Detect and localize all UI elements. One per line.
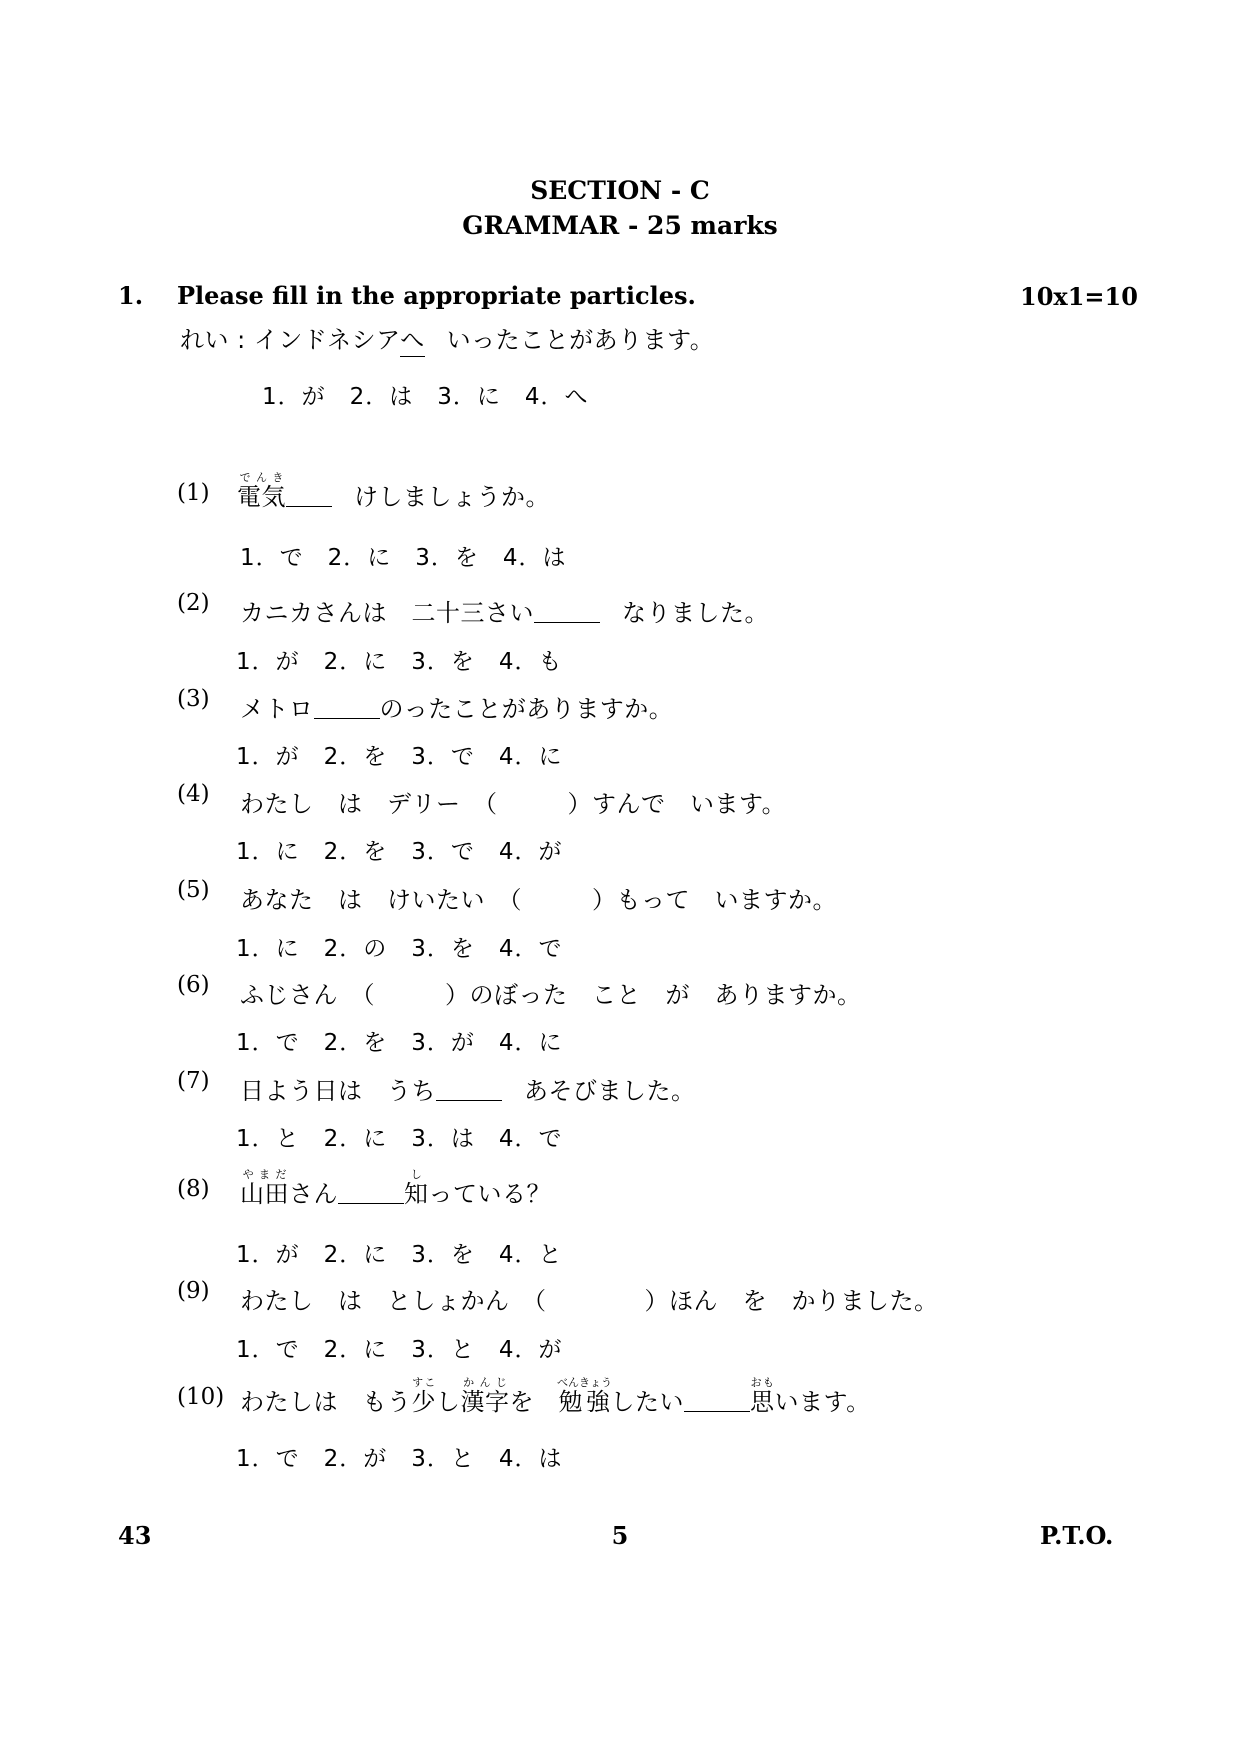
answer-blank[interactable] <box>684 1389 750 1412</box>
example-options <box>262 378 589 411</box>
item-sentence: あなた は けいたい （ ）もって いますか。 <box>240 886 837 914</box>
item-sentence: メトロ のったことがありますか。 <box>240 695 674 723</box>
option: 1．で <box>236 1337 300 1363</box>
option: 1．で <box>236 1030 300 1056</box>
item-options <box>236 738 563 771</box>
page-number: 5 <box>611 1521 629 1550</box>
option: 1．で <box>236 1446 300 1472</box>
option: 1．と <box>236 1126 300 1152</box>
option: 1．が <box>236 1242 300 1268</box>
item-sentence: 山田やまださん 知しっている？ <box>240 1168 551 1208</box>
item-number: (7) <box>177 1068 210 1094</box>
footer-pto: P.T.O. <box>1040 1521 1114 1550</box>
option: 3．で <box>411 744 475 770</box>
option: 2．に <box>323 649 388 675</box>
option: 1．に <box>236 936 300 962</box>
option: 1．が <box>262 384 326 410</box>
option: 2．が <box>323 1446 388 1472</box>
option: 2．に <box>323 1337 388 1363</box>
option: 3．で <box>411 839 475 865</box>
item-kanji: 少すこ <box>411 1376 436 1416</box>
section-title: SECTION - C <box>530 176 710 205</box>
item-number: (8) <box>177 1176 210 1202</box>
item-number: (2) <box>177 590 210 616</box>
answer-blank[interactable] <box>436 1078 502 1101</box>
item-options <box>236 930 563 963</box>
answer-blank[interactable] <box>534 600 600 623</box>
item-options <box>236 1440 563 1473</box>
item-number: (6) <box>177 972 210 998</box>
item-kanji: 電気でんき <box>237 471 286 511</box>
option: 4．に <box>498 1030 563 1056</box>
option: 4．で <box>498 1126 563 1152</box>
option: 3．は <box>411 1126 475 1152</box>
item-number: (9) <box>177 1278 210 1304</box>
option: 1．で <box>240 545 304 571</box>
option: 2．に <box>323 1242 388 1268</box>
option: 4．で <box>498 936 563 962</box>
item-kanji: 漢字かんじ <box>460 1376 510 1416</box>
option: 1．に <box>236 839 300 865</box>
item-options <box>236 1236 563 1269</box>
option: 3．が <box>411 1030 475 1056</box>
option: 2．を <box>323 744 388 770</box>
option: 1．が <box>236 649 300 675</box>
item-number: (10) <box>177 1384 225 1410</box>
item-options <box>236 1331 563 1364</box>
item-number: (3) <box>177 686 210 712</box>
question-number: 1. <box>118 281 144 310</box>
marks-label: 10x1=10 <box>1020 282 1138 311</box>
item-sentence: 日よう日は うち あそびました。 <box>240 1077 696 1105</box>
item-kanji: 知し <box>404 1168 429 1208</box>
item-sentence: わたし は デリー （ ）すんで います。 <box>240 790 787 818</box>
item-kanji: 山田やまだ <box>240 1168 289 1208</box>
option: 2．の <box>323 936 388 962</box>
option: 3．に <box>437 384 501 410</box>
answer-blank[interactable] <box>338 1181 404 1204</box>
option: 2．に <box>323 1126 388 1152</box>
option: 4．に <box>498 744 563 770</box>
example-label: れい : インドネシア <box>180 326 401 354</box>
item-kanji: 思おも <box>750 1376 775 1416</box>
option: 4．は <box>502 545 567 571</box>
item-options <box>236 833 563 866</box>
option: 3．と <box>411 1337 475 1363</box>
option: 2．を <box>323 839 388 865</box>
item-number: (1) <box>177 480 210 506</box>
item-options <box>240 539 567 572</box>
item-sentence: わたしは もう少すこし漢字かんじを 勉強べんきょうしたい 思おもいます。 <box>240 1376 871 1416</box>
option: 3．を <box>415 545 479 571</box>
option: 2．は <box>349 384 414 410</box>
question-instruction: Please fill in the appropriate particles. <box>177 281 696 310</box>
item-number: (4) <box>177 781 210 807</box>
option: 4．が <box>498 839 563 865</box>
answer-blank[interactable] <box>286 484 332 507</box>
footer-code: 43 <box>118 1521 152 1550</box>
option: 3．と <box>411 1446 475 1472</box>
option: 2．を <box>323 1030 388 1056</box>
item-options <box>236 1120 563 1153</box>
example-answer: へ <box>400 326 425 357</box>
option: 3．を <box>411 649 475 675</box>
option: 4．が <box>498 1337 563 1363</box>
option: 3．を <box>411 936 475 962</box>
item-sentence: わたし は としょかん （ ）ほん を かりました。 <box>240 1287 939 1315</box>
answer-blank[interactable] <box>314 696 380 719</box>
option: 2．に <box>327 545 392 571</box>
item-kanji: 勉強べんきょう <box>557 1376 612 1416</box>
example-rest: いったことがあります。 <box>446 326 715 354</box>
item-sentence: ふじさん （ ）のぼった こと が ありますか。 <box>240 981 862 1009</box>
option: 3．を <box>411 1242 475 1268</box>
option: 4．と <box>498 1242 563 1268</box>
example-sentence <box>180 320 714 355</box>
item-options <box>236 1024 563 1057</box>
option: 1．が <box>236 744 300 770</box>
option: 4．も <box>498 649 563 675</box>
section-subtitle: GRAMMAR - 25 marks <box>462 211 778 240</box>
item-sentence: 電気でんきけしましょうか。 <box>237 471 550 511</box>
item-options <box>236 643 563 676</box>
item-number: (5) <box>177 877 210 903</box>
option: 4．は <box>498 1446 563 1472</box>
item-sentence: カニカさんは 二十三さい なりました。 <box>240 599 769 627</box>
option: 4．へ <box>524 384 589 410</box>
